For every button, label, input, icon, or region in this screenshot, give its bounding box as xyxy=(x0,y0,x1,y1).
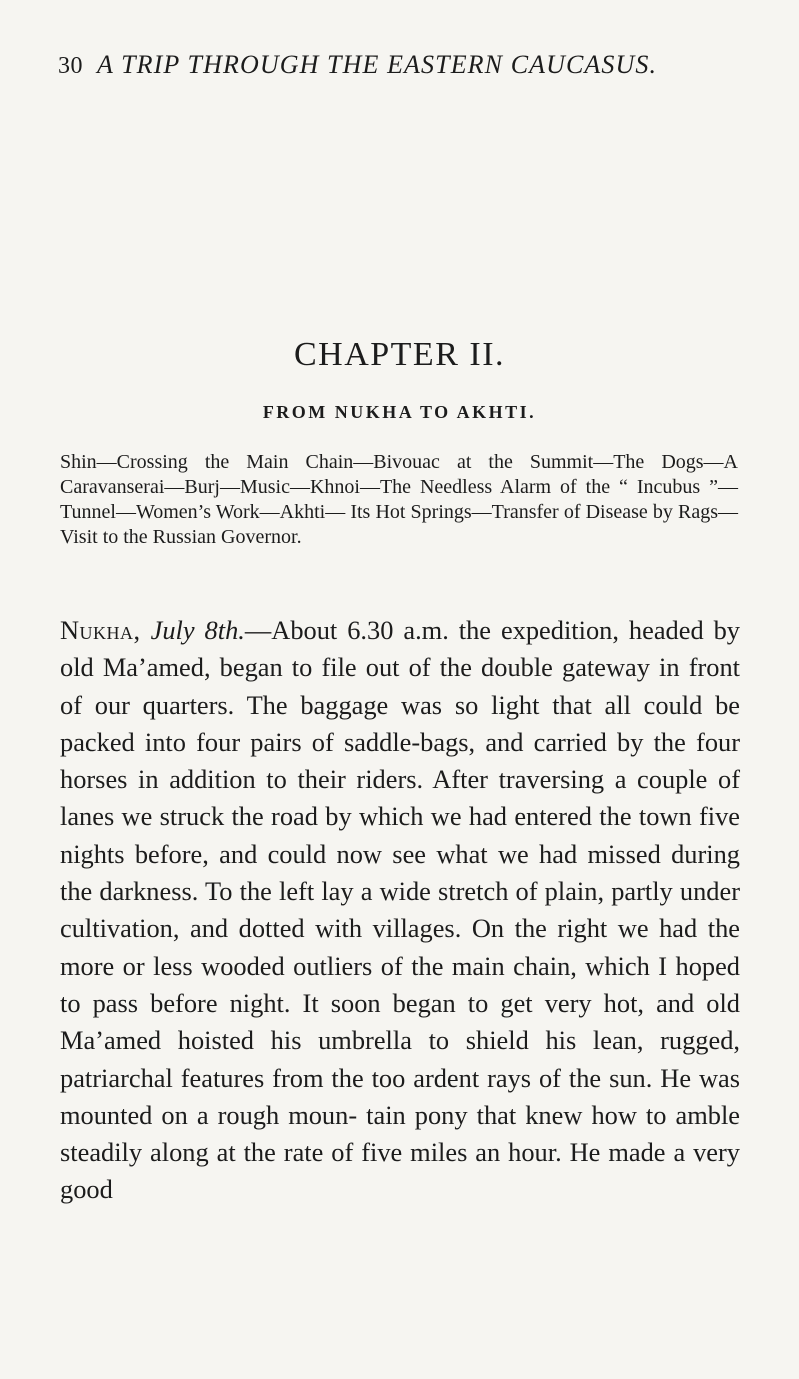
entry-date: July 8th. xyxy=(150,615,245,645)
running-header xyxy=(58,50,748,86)
place-name: Nukha, xyxy=(60,615,141,645)
running-title: A TRIP THROUGH THE EASTERN CAUCASUS. xyxy=(97,50,658,79)
chapter-synopsis: Shin—Crossing the Main Chain—Bivouac at the Summit—The Dogs—A Caravanserai—Burj—Music—Khnoi—The Needless Alarm of the “ Incubus ”—Tunnel—Women’s Work—Akhti— Its Hot Springs—Transfer of Disease by Rags—Visit to the Russian Governor. xyxy=(60,451,738,548)
paragraph-text: —About 6.30 a.m. the expedition, headed by old Ma’amed, began to file out of the double gateway in front of our quarters. The baggage was so light that all could be packed into four pairs of saddle-bags, and carried by the four horses in addition to their riders. After traversing a couple of lanes we struck the road by which we had entered the town five nights before, and could now see what we had missed during the darkness. To the left lay a wide stretch of plain, partly under cultivation, and dotted with villages. On the right we had the more or less wooded outliers of the main chain, which I hoped to pass before night. It soon began to get very hot, and old Ma’amed hoisted his umbrella to shield his lean, rugged, patriarchal features from the too ardent rays of the sun. He was mounted on a rough moun- tain pony that knew how to amble steadily along at the rate of five miles an hour. He made a very good xyxy=(60,615,740,1205)
page-number: 30 xyxy=(58,53,83,79)
chapter-number: CHAPTER II. xyxy=(293,336,506,373)
body-paragraph xyxy=(60,612,740,1209)
chapter-title: FROM NUKHA TO AKHTI. xyxy=(262,402,537,422)
